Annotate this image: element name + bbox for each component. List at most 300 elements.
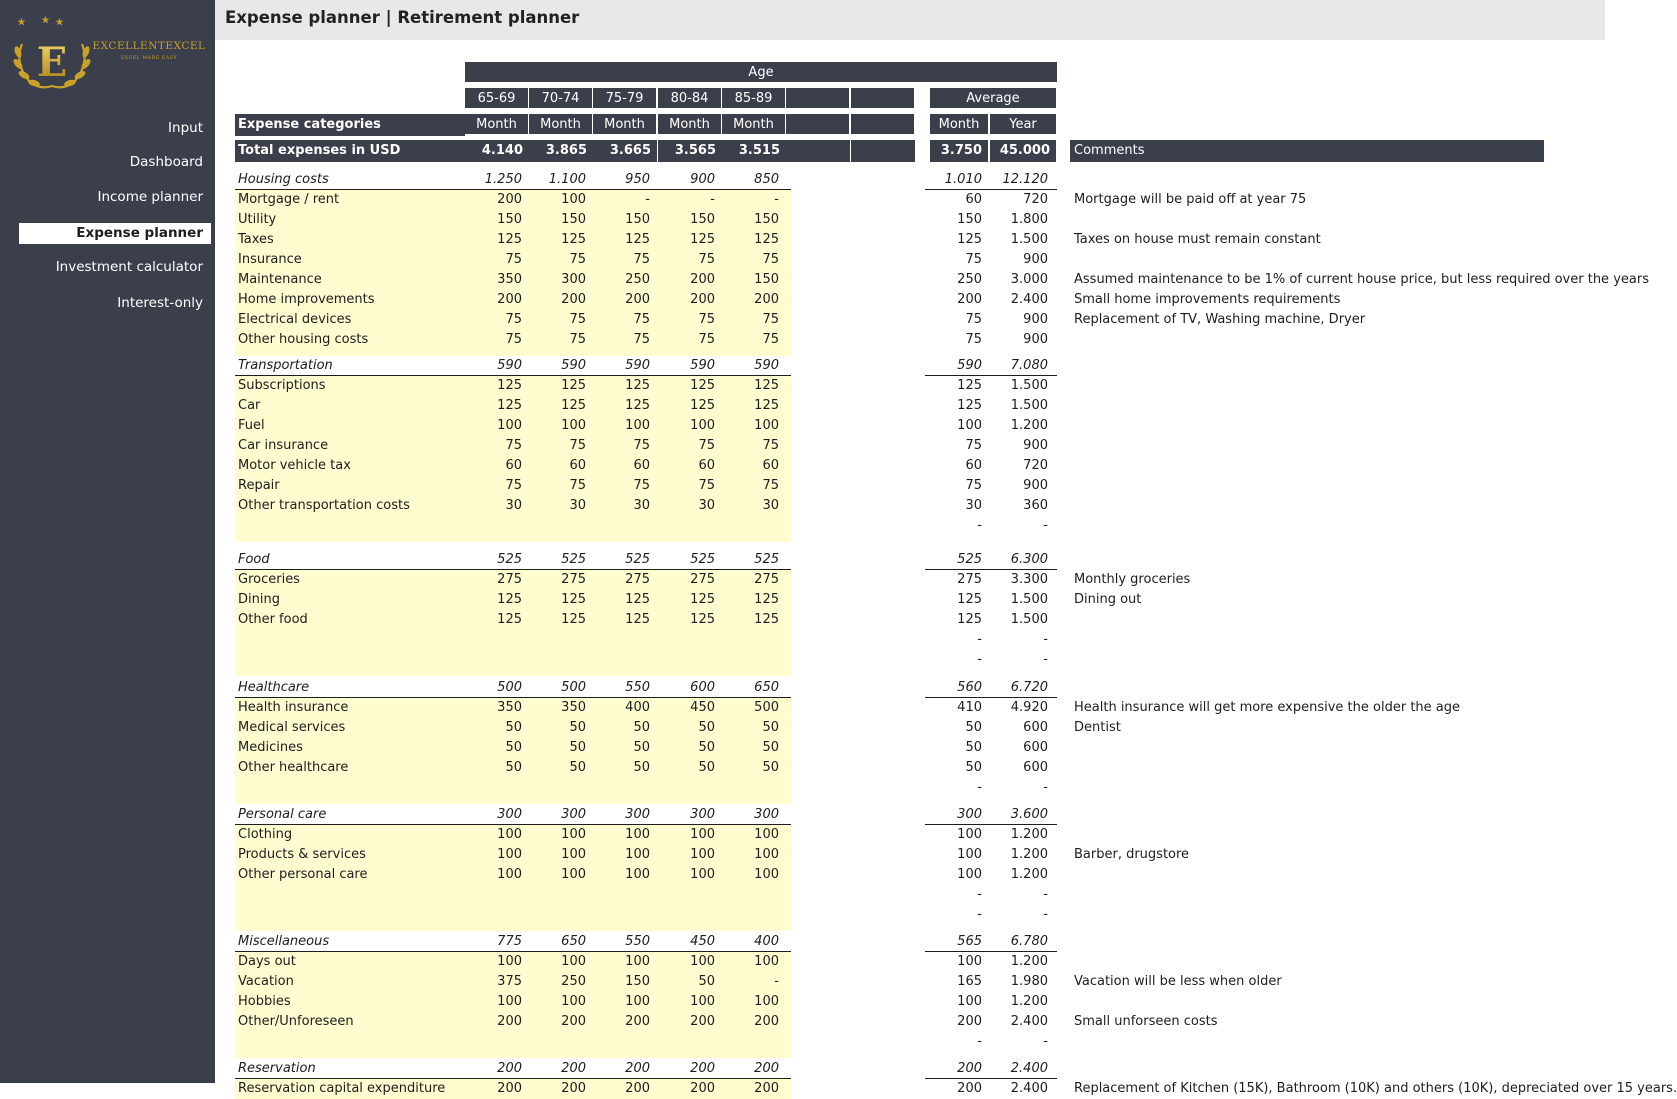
expense-value-input[interactable]: 60 (698, 458, 715, 473)
expense-value-input[interactable]: 100 (754, 867, 779, 882)
row-avg-month: - (977, 907, 982, 922)
expense-value-input[interactable]: 450 (690, 700, 715, 715)
expense-value-input[interactable]: 125 (497, 398, 522, 413)
section-total: 775 (497, 934, 522, 949)
age-group-header: 75-79 (593, 88, 656, 108)
row-avg-year: - (1043, 1034, 1048, 1049)
expense-value-input[interactable]: 125 (754, 378, 779, 393)
expense-value-input[interactable]: 100 (561, 418, 586, 433)
section-total: 850 (754, 172, 779, 187)
expense-value-input[interactable]: 75 (569, 438, 586, 453)
expense-value-input[interactable]: 75 (569, 332, 586, 347)
section-total: 400 (754, 934, 779, 949)
expense-value-input[interactable]: 200 (497, 292, 522, 307)
expense-value-input[interactable]: 50 (633, 760, 650, 775)
expense-row-label: Groceries (238, 572, 300, 587)
expense-row-label: Reservation capital expenditure (238, 1081, 446, 1096)
expense-value-input[interactable]: 75 (505, 312, 522, 327)
svg-text:EXCELLENTEXCEL: EXCELLENTEXCEL (92, 40, 206, 52)
section-avg-year: 3.600 (1010, 807, 1048, 822)
month-header: Month (722, 114, 785, 134)
section-total: 300 (754, 807, 779, 822)
row-avg-year: 4.920 (1010, 700, 1048, 715)
expense-row-label: Clothing (238, 827, 293, 842)
row-avg-year: 1.200 (1010, 827, 1048, 842)
expense-value-input[interactable]: 125 (754, 398, 779, 413)
expense-value-input[interactable]: 75 (505, 252, 522, 267)
expense-row-label: Other food (238, 612, 308, 627)
row-comment[interactable]: Small home improvements requirements (1074, 292, 1341, 307)
expense-value-input[interactable]: 50 (633, 720, 650, 735)
row-avg-year: - (1043, 632, 1048, 647)
month-header: Month (529, 114, 592, 134)
expense-value-input[interactable]: 30 (633, 498, 650, 513)
age-header: Age (465, 62, 1057, 82)
expense-value-input[interactable]: 125 (561, 232, 586, 247)
expense-value-input[interactable]: 200 (690, 272, 715, 287)
expense-value-input[interactable]: 50 (505, 720, 522, 735)
expense-value-input[interactable]: 75 (569, 252, 586, 267)
expense-value-input[interactable]: 75 (633, 478, 650, 493)
section-total: 525 (625, 552, 650, 567)
expense-value-input[interactable]: 125 (690, 378, 715, 393)
month-header (851, 114, 914, 134)
expense-value-input[interactable]: 350 (497, 272, 522, 287)
row-avg-year: 900 (1023, 312, 1048, 327)
expense-value-input[interactable]: 200 (690, 292, 715, 307)
expense-value-input[interactable]: 60 (569, 458, 586, 473)
expense-row-label: Other housing costs (238, 332, 369, 347)
expense-value-input[interactable]: 275 (625, 572, 650, 587)
expense-value-input[interactable]: 500 (754, 700, 779, 715)
section-total: 200 (625, 1061, 650, 1076)
row-avg-month: 100 (957, 827, 982, 842)
expense-value-input[interactable]: 125 (754, 592, 779, 607)
expense-value-input[interactable]: - (710, 192, 715, 207)
average-header: Average (930, 88, 1056, 108)
month-header (786, 114, 849, 134)
row-avg-month: 100 (957, 954, 982, 969)
section-avg-month: 565 (957, 934, 982, 949)
row-avg-month: 125 (957, 378, 982, 393)
expense-value-input[interactable]: 75 (505, 438, 522, 453)
expense-value-input[interactable]: 125 (625, 612, 650, 627)
row-avg-year: 1.800 (1010, 212, 1048, 227)
row-avg-year: 1.200 (1010, 418, 1048, 433)
expense-row-label: Medicines (238, 740, 303, 755)
expense-value-input[interactable]: 75 (762, 478, 779, 493)
section-avg-month: 590 (957, 358, 982, 373)
nav-expense-planner[interactable]: Expense planner (19, 223, 211, 244)
row-comment[interactable]: Replacement of TV, Washing machine, Dryer (1074, 312, 1366, 327)
section-total: 200 (561, 1061, 586, 1076)
expense-value-input[interactable]: 60 (633, 458, 650, 473)
expense-value-input[interactable]: 200 (497, 1081, 522, 1096)
expense-value-input[interactable]: 50 (505, 740, 522, 755)
expense-value-input[interactable]: 100 (754, 418, 779, 433)
total-value: 3.515 (722, 140, 786, 162)
expense-value-input[interactable]: 50 (633, 740, 650, 755)
age-group-header: 80-84 (658, 88, 721, 108)
expense-value-input[interactable]: 150 (754, 212, 779, 227)
row-avg-month: 100 (957, 867, 982, 882)
row-avg-year: 600 (1023, 720, 1048, 735)
expense-value-input[interactable]: 300 (561, 272, 586, 287)
expense-value-input[interactable]: 100 (754, 827, 779, 842)
section-total: 1.100 (548, 172, 586, 187)
expense-value-input[interactable]: 50 (698, 720, 715, 735)
expense-value-input[interactable]: - (645, 192, 650, 207)
row-avg-month: 75 (965, 252, 982, 267)
expense-value-input[interactable]: 150 (625, 212, 650, 227)
expense-value-input[interactable]: 200 (561, 1081, 586, 1096)
expense-value-input[interactable]: 100 (690, 827, 715, 842)
expense-row-label: Mortgage / rent (238, 192, 340, 207)
expense-value-input[interactable]: 200 (497, 1014, 522, 1029)
expense-value-input[interactable]: 125 (561, 398, 586, 413)
expense-value-input[interactable]: 200 (754, 1014, 779, 1029)
row-avg-year: 3.300 (1010, 572, 1048, 587)
expense-row-label: Repair (238, 478, 280, 493)
expense-row-label: Medical services (238, 720, 346, 735)
row-avg-year: 1.500 (1010, 232, 1048, 247)
section-total: 200 (690, 1061, 715, 1076)
row-comment[interactable]: Assumed maintenance to be 1% of current house price, but less required over the years (1074, 272, 1649, 287)
row-avg-year: 900 (1023, 252, 1048, 267)
row-avg-month: 410 (957, 700, 982, 715)
page-title: Expense planner | Retirement planner (225, 8, 580, 27)
expense-value-input[interactable]: 125 (625, 378, 650, 393)
section-title: Personal care (238, 807, 327, 822)
expense-value-input[interactable]: 200 (625, 1081, 650, 1096)
expense-value-input[interactable]: 200 (690, 1081, 715, 1096)
row-avg-year: 360 (1023, 498, 1048, 513)
row-avg-year: 1.500 (1010, 612, 1048, 627)
expense-row-label: Insurance (238, 252, 302, 267)
expense-value-input[interactable]: 125 (690, 232, 715, 247)
nav-dashboard[interactable]: Dashboard (129, 154, 203, 170)
row-comment[interactable]: Barber, drugstore (1074, 847, 1190, 862)
age-group-header (786, 88, 849, 108)
svg-text:E: E (36, 39, 68, 86)
expense-row-label: Maintenance (238, 272, 322, 287)
expense-value-input[interactable]: 100 (625, 418, 650, 433)
expense-value-input[interactable]: 100 (497, 418, 522, 433)
expense-row-label: Motor vehicle tax (238, 458, 351, 473)
row-avg-month: 75 (965, 478, 982, 493)
expense-row-label: Electrical devices (238, 312, 352, 327)
expense-value-input[interactable]: 100 (690, 847, 715, 862)
expense-value-input[interactable]: 50 (698, 974, 715, 989)
row-avg-year: 2.400 (1010, 292, 1048, 307)
expense-value-input[interactable]: 50 (698, 740, 715, 755)
row-avg-month: 165 (957, 974, 982, 989)
section-total: 590 (561, 358, 586, 373)
expense-value-input[interactable]: 100 (497, 867, 522, 882)
expense-value-input[interactable]: 100 (497, 847, 522, 862)
expense-value-input[interactable]: 60 (762, 458, 779, 473)
expense-value-input[interactable]: 350 (561, 700, 586, 715)
expense-value-input[interactable]: 100 (561, 954, 586, 969)
expense-row-label: Days out (238, 954, 296, 969)
expense-value-input[interactable]: 125 (561, 592, 586, 607)
row-avg-year: 1.200 (1010, 954, 1048, 969)
total-value: 3.565 (658, 140, 722, 162)
row-comment[interactable]: Small unforseen costs (1074, 1014, 1218, 1029)
expense-value-input[interactable]: 75 (569, 478, 586, 493)
row-avg-month: 125 (957, 232, 982, 247)
age-group-header: 65-69 (465, 88, 528, 108)
section-avg-year: 6.720 (1010, 680, 1048, 695)
expense-value-input[interactable]: 100 (561, 192, 586, 207)
expense-value-input[interactable]: - (774, 192, 779, 207)
section-avg-year: 7.080 (1010, 358, 1048, 373)
expense-value-input[interactable]: 275 (690, 572, 715, 587)
row-avg-year: - (1043, 652, 1048, 667)
section-title: Food (238, 552, 270, 567)
expense-value-input[interactable]: 75 (698, 438, 715, 453)
expense-value-input[interactable]: 50 (569, 760, 586, 775)
section-total: 200 (497, 1061, 522, 1076)
expense-value-input[interactable]: 125 (625, 232, 650, 247)
row-avg-year: - (1043, 907, 1048, 922)
expense-value-input[interactable]: 200 (625, 1014, 650, 1029)
expense-value-input[interactable]: 125 (497, 612, 522, 627)
expense-value-input[interactable]: 100 (497, 827, 522, 842)
expense-value-input[interactable]: 75 (698, 332, 715, 347)
expense-value-input[interactable]: 125 (690, 612, 715, 627)
expense-value-input[interactable]: 50 (569, 740, 586, 755)
total-avg-year: 45.000 (990, 140, 1056, 162)
row-avg-month: 275 (957, 572, 982, 587)
expense-value-input[interactable]: 100 (625, 847, 650, 862)
expense-value-input[interactable]: 30 (569, 498, 586, 513)
expense-value-input[interactable]: 100 (625, 994, 650, 1009)
section-total: 550 (625, 680, 650, 695)
row-comment[interactable]: Replacement of Kitchen (15K), Bathroom (10K) and others (10K), depreciated over 15 years. (1074, 1081, 1677, 1096)
expense-value-input[interactable]: 200 (690, 1014, 715, 1029)
row-avg-year: 1.980 (1010, 974, 1048, 989)
expense-value-input[interactable]: 100 (561, 847, 586, 862)
row-avg-month: 125 (957, 592, 982, 607)
row-avg-month: - (977, 780, 982, 795)
row-avg-month: - (977, 652, 982, 667)
expense-value-input[interactable]: 200 (754, 1081, 779, 1096)
expense-value-input[interactable]: 100 (690, 418, 715, 433)
row-avg-year: 1.200 (1010, 867, 1048, 882)
expense-value-input[interactable]: 125 (497, 378, 522, 393)
section-title: Reservation (238, 1061, 316, 1076)
age-group-header: 85-89 (722, 88, 785, 108)
expense-categories-header: Expense categories (235, 114, 465, 136)
section-avg-month: 560 (957, 680, 982, 695)
expense-value-input[interactable]: 375 (497, 974, 522, 989)
expense-value-input[interactable]: 125 (754, 232, 779, 247)
row-avg-year: - (1043, 780, 1048, 795)
expense-row-label: Other personal care (238, 867, 368, 882)
expense-value-input[interactable]: 50 (762, 720, 779, 735)
expense-value-input[interactable]: 100 (497, 994, 522, 1009)
section-total: 200 (754, 1061, 779, 1076)
expense-value-input[interactable]: 75 (633, 312, 650, 327)
expense-value-input[interactable]: 75 (633, 332, 650, 347)
expense-value-input[interactable]: 50 (569, 720, 586, 735)
expense-value-input[interactable]: 75 (762, 312, 779, 327)
expense-value-input[interactable]: 100 (561, 867, 586, 882)
row-comment[interactable]: Monthly groceries (1074, 572, 1191, 587)
row-avg-year: 600 (1023, 760, 1048, 775)
expense-value-input[interactable]: 275 (497, 572, 522, 587)
row-comment[interactable]: Dentist (1074, 720, 1121, 735)
expense-value-input[interactable]: 50 (762, 760, 779, 775)
row-avg-month: - (977, 1034, 982, 1049)
expense-value-input[interactable]: 250 (561, 974, 586, 989)
row-comment[interactable]: Health insurance will get more expensive the older the age (1074, 700, 1461, 715)
expense-value-input[interactable]: 100 (754, 847, 779, 862)
comments-header: Comments (1070, 140, 1544, 162)
expense-value-input[interactable]: 30 (505, 498, 522, 513)
row-avg-month: - (977, 887, 982, 902)
expense-value-input[interactable]: 125 (690, 592, 715, 607)
expense-value-input[interactable]: 200 (561, 292, 586, 307)
expense-row-label: Utility (238, 212, 277, 227)
row-avg-month: 100 (957, 994, 982, 1009)
expense-value-input[interactable]: 50 (762, 740, 779, 755)
expense-value-input[interactable]: 100 (690, 867, 715, 882)
row-avg-year: 600 (1023, 740, 1048, 755)
row-avg-year: 1.200 (1010, 847, 1048, 862)
expense-value-input[interactable]: 150 (625, 974, 650, 989)
row-avg-year: 900 (1023, 332, 1048, 347)
row-avg-month: - (977, 518, 982, 533)
expense-value-input[interactable]: 200 (625, 292, 650, 307)
expense-value-input[interactable]: 75 (505, 332, 522, 347)
expense-value-input[interactable]: 75 (698, 312, 715, 327)
section-total: 950 (625, 172, 650, 187)
expense-value-input[interactable]: 30 (698, 498, 715, 513)
expense-value-input[interactable]: 125 (690, 398, 715, 413)
nav-income-planner[interactable]: Income planner (97, 189, 203, 205)
total-value: 4.140 (465, 140, 529, 162)
expense-value-input[interactable]: 50 (698, 760, 715, 775)
row-avg-month: 200 (957, 292, 982, 307)
expense-value-input[interactable]: 250 (625, 272, 650, 287)
row-comment[interactable]: Dining out (1074, 592, 1142, 607)
expense-value-input[interactable]: 50 (505, 760, 522, 775)
expense-value-input[interactable]: 125 (625, 592, 650, 607)
expense-value-input[interactable]: 200 (561, 1014, 586, 1029)
section-total: 525 (690, 552, 715, 567)
nav-interest-only[interactable]: Interest-only (117, 295, 203, 311)
nav-investment-calculator[interactable]: Investment calculator (55, 259, 203, 275)
expense-row-label: Other healthcare (238, 760, 349, 775)
expense-value-input[interactable]: 75 (762, 332, 779, 347)
row-comment[interactable]: Taxes on house must remain constant (1074, 232, 1321, 247)
row-avg-year: 1.500 (1010, 398, 1048, 413)
row-avg-year: - (1043, 887, 1048, 902)
section-total: 300 (690, 807, 715, 822)
expense-value-input[interactable]: 75 (762, 252, 779, 267)
expense-value-input[interactable]: 350 (497, 700, 522, 715)
expense-value-input[interactable]: 100 (690, 994, 715, 1009)
row-avg-month: 50 (965, 720, 982, 735)
expense-value-input[interactable]: 125 (561, 378, 586, 393)
expense-value-input[interactable]: 75 (698, 478, 715, 493)
expense-value-input[interactable]: 30 (762, 498, 779, 513)
total-avg-month: 3.750 (930, 140, 988, 162)
row-avg-month: 150 (957, 212, 982, 227)
section-avg-month: 525 (957, 552, 982, 567)
expense-value-input[interactable]: - (774, 974, 779, 989)
row-avg-year: 720 (1023, 458, 1048, 473)
expense-value-input[interactable]: 100 (754, 954, 779, 969)
expense-value-input[interactable]: 275 (561, 572, 586, 587)
expense-value-input[interactable]: 275 (754, 572, 779, 587)
expense-value-input[interactable]: 125 (497, 232, 522, 247)
expense-value-input[interactable]: 100 (625, 954, 650, 969)
row-comment[interactable]: Vacation will be less when older (1074, 974, 1282, 989)
row-avg-year: 1.200 (1010, 994, 1048, 1009)
section-total: 1.250 (484, 172, 522, 187)
expense-value-input[interactable]: 125 (561, 612, 586, 627)
expense-row-label: Vacation (238, 974, 294, 989)
row-avg-month: 60 (965, 192, 982, 207)
section-avg-year: 12.120 (1002, 172, 1048, 187)
expense-value-input[interactable]: 200 (754, 292, 779, 307)
section-total: 590 (497, 358, 522, 373)
expense-value-input[interactable]: 150 (690, 212, 715, 227)
total-value (851, 140, 915, 162)
expense-value-input[interactable]: 75 (633, 252, 650, 267)
expense-value-input[interactable]: 100 (561, 994, 586, 1009)
expense-value-input[interactable]: 125 (497, 592, 522, 607)
expense-value-input[interactable]: 100 (561, 827, 586, 842)
expense-value-input[interactable]: 100 (625, 827, 650, 842)
expense-row-label: Home improvements (238, 292, 375, 307)
expense-value-input[interactable]: 100 (754, 994, 779, 1009)
expense-value-input[interactable]: 125 (754, 612, 779, 627)
expense-value-input[interactable]: 200 (497, 192, 522, 207)
row-avg-month: 50 (965, 760, 982, 775)
expense-value-input[interactable]: 150 (497, 212, 522, 227)
section-total: 500 (561, 680, 586, 695)
expense-value-input[interactable]: 75 (633, 438, 650, 453)
section-total: 550 (625, 934, 650, 949)
row-comment[interactable]: Mortgage will be paid off at year 75 (1074, 192, 1307, 207)
expense-value-input[interactable]: 75 (505, 478, 522, 493)
nav-input[interactable]: Input (168, 120, 203, 136)
section-title: Miscellaneous (238, 934, 330, 949)
expense-value-input[interactable]: 150 (754, 272, 779, 287)
expense-value-input[interactable]: 75 (698, 252, 715, 267)
expense-value-input[interactable]: 60 (505, 458, 522, 473)
expense-value-input[interactable]: 75 (762, 438, 779, 453)
section-total: 590 (754, 358, 779, 373)
row-avg-year: 1.500 (1010, 592, 1048, 607)
expense-value-input[interactable]: 100 (690, 954, 715, 969)
expense-value-input[interactable]: 100 (497, 954, 522, 969)
row-avg-month: 125 (957, 398, 982, 413)
month-header: Month (658, 114, 721, 134)
expense-value-input[interactable]: 150 (561, 212, 586, 227)
expense-value-input[interactable]: 75 (569, 312, 586, 327)
expense-value-input[interactable]: 125 (625, 398, 650, 413)
section-total: 900 (690, 172, 715, 187)
expense-value-input[interactable]: 100 (625, 867, 650, 882)
expense-row-label: Subscriptions (238, 378, 326, 393)
row-avg-month: - (977, 632, 982, 647)
expense-value-input[interactable]: 400 (625, 700, 650, 715)
